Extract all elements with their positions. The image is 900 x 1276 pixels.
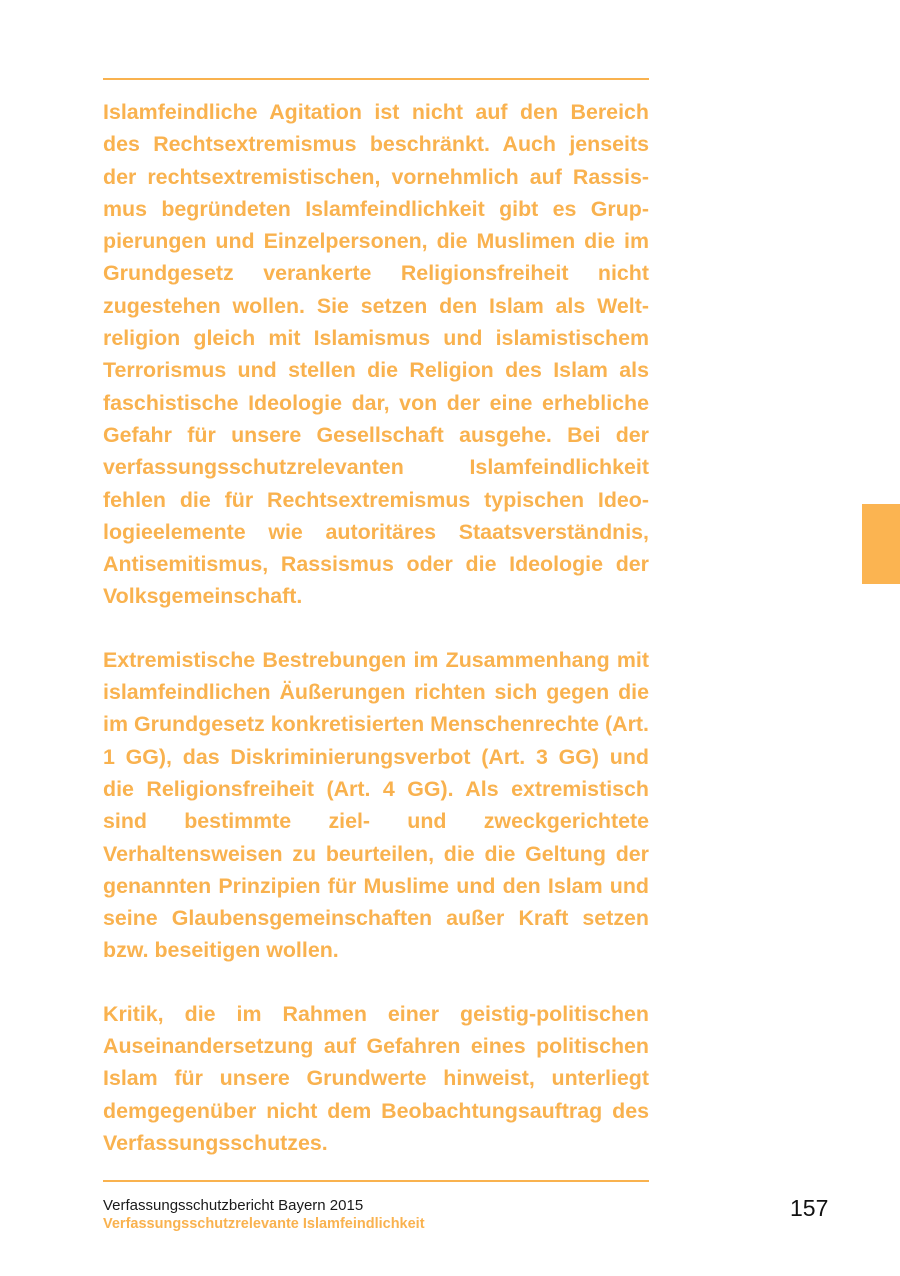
paragraph-1: Islamfeindliche Agitation ist nicht auf den Bereich des Rechtsextremismus beschränkt. Auch jenseits der rechtsextremistischen, vornehmlich auf Rassismus begründeten Islamfeindlichkeit gibt es Gruppierungen und Einzelpersonen, die Muslimen die im Grundgesetz verankerte Religionsfreiheit nicht zugestehen wollen. Sie setzen den Islam als Weltreligion gleich mit Islamismus und islamistischem Terrorismus und stellen die Religion des Islam als faschistische Ideologie dar, von der eine erhebliche Gefahr für unsere Gesellschaft ausgehe. Bei der verfassungsschutzrelevanten Islamfeindlichkeit fehlen die für Rechtsextremismus typischen Ideologieelemente wie autoritäres Staatsverständnis, Antisemitismus, Rassismus oder die Ideologie der Volksgemeinschaft.	[103, 100, 649, 609]
body-text	[103, 96, 649, 1159]
footer-publication-title: Verfassungsschutzbericht Bayern 2015	[103, 1197, 364, 1214]
chapter-tab-marker	[862, 504, 900, 584]
page-footer	[103, 1196, 649, 1234]
footer-chapter-title: Verfassungsschutzrelevante Islamfeindlichkeit	[103, 1216, 425, 1232]
paragraph-2: Extremistische Bestrebungen im Zusammenhang mit islamfeindlichen Äußerungen richten sich gegen die im Grundgesetz konkretisierten Menschenrechte (Art. 1 GG), das Diskriminierungsverbot (Art. 3 GG) und die Religionsfreiheit (Art. 4 GG). Als extremistisch sind bestimmte ziel- und zweckgerichtete Verhaltensweisen zu beurteilen, die die Geltung der genannten Prinzipien für Muslime und den Islam und seine Glaubensgemeinschaften außer Kraft setzen bzw. beseitigen wollen.	[103, 647, 649, 963]
page-number: 157	[790, 1195, 829, 1221]
bottom-divider	[103, 1180, 649, 1182]
top-divider	[103, 78, 649, 80]
paragraph-3: Kritik, die im Rahmen einer geistig-politischen Auseinandersetzung auf Gefahren eines politischen Islam für unsere Grundwerte hinweist, unterliegt demgegenüber nicht dem Beobachtungsauftrag des Verfassungsschutzes.	[103, 1001, 649, 1155]
